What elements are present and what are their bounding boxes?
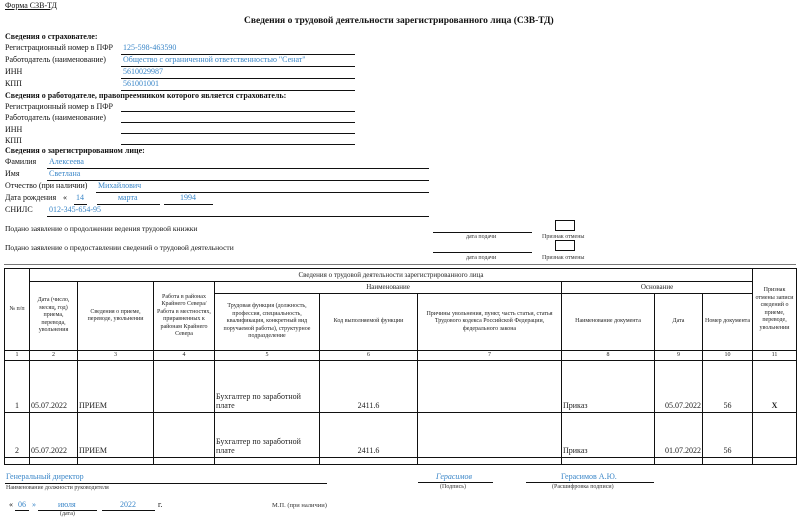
surname-label: Фамилия — [5, 157, 37, 166]
field-underline — [47, 168, 429, 169]
insurer-name-value[interactable]: Общество с ограниченной ответственностью "Сенат" — [123, 55, 306, 64]
col-header-north: Работа в районах Крайнего Севера/Работа в местностях, приравненных к районам Крайнего Севера — [154, 282, 215, 351]
empty-cell — [154, 458, 215, 465]
date-month-value[interactable]: июля — [58, 500, 76, 509]
date-day-value[interactable]: 06 — [18, 500, 26, 509]
page-title: Сведения о трудовой деятельности зарегистрированного лица (СЗВ-ТД) — [244, 16, 554, 26]
col-header-cancel: Признак отмены записи сведений о приеме, переводе, увольнении — [753, 269, 797, 351]
empty-cell — [5, 458, 30, 465]
empty-cell — [753, 458, 797, 465]
row-code[interactable]: 2411.6 — [320, 413, 418, 458]
row-cancel[interactable] — [753, 413, 797, 458]
birth-label: Дата рождения — [5, 193, 57, 202]
birth-quote: « — [63, 193, 67, 202]
col-number: 9 — [655, 351, 703, 361]
predecessor-name-field[interactable] — [121, 122, 355, 123]
col-header-event: Сведения о приеме, переводе, увольнении — [78, 282, 154, 351]
application-2-text: Подано заявление о предоставлении сведений о трудовой деятельности — [5, 243, 234, 252]
predecessor-reg-field[interactable] — [121, 111, 355, 112]
row-north[interactable] — [154, 413, 215, 458]
osnovanie-header: Основание — [562, 282, 753, 294]
insurer-inn-label: ИНН — [5, 67, 23, 76]
insurer-kpp-value[interactable]: 561001001 — [123, 79, 159, 88]
row-number[interactable]: 1 — [5, 361, 30, 413]
row-north[interactable] — [154, 361, 215, 413]
row-event[interactable]: ПРИЕМ — [78, 361, 154, 413]
insurer-heading: Сведения о страхователе: — [5, 32, 98, 41]
date-caption: (дата) — [60, 511, 75, 517]
predecessor-heading: Сведения о работодателе, правопреемником которого является страхователь: — [5, 91, 287, 100]
form-name-link[interactable]: Форма СЗВ-ТД — [5, 1, 57, 10]
manager-position-value[interactable]: Генеральный директор — [6, 472, 84, 481]
empty-cell — [78, 458, 154, 465]
col-number: 3 — [78, 351, 154, 361]
insurer-reg-label: Регистрационный номер в ПФР — [5, 43, 113, 52]
row-reason[interactable] — [418, 361, 562, 413]
row-event[interactable]: ПРИЕМ — [78, 413, 154, 458]
signature-decoding-value[interactable]: Герасимов А.Ю. — [561, 472, 617, 481]
birth-year[interactable]: 1994 — [180, 193, 196, 202]
birth-month[interactable]: марта — [118, 193, 138, 202]
date-year-value[interactable]: 2022 — [120, 500, 136, 509]
manager-position-caption: Наименование должности руководителя — [6, 485, 109, 491]
col-number: 10 — [703, 351, 753, 361]
predecessor-kpp-label: КПП — [5, 136, 22, 145]
row-date[interactable]: 05.07.2022 — [30, 413, 78, 458]
row-doc-date[interactable]: 01.07.2022 — [655, 413, 703, 458]
empty-cell — [30, 458, 78, 465]
group-header: Сведения о трудовой деятельности зарегистрированного лица — [30, 269, 753, 282]
signature-decoding-caption: (Расшифровка подписи) — [552, 484, 614, 490]
row-doc-date[interactable]: 05.07.2022 — [655, 361, 703, 413]
table-row-empty — [5, 458, 797, 465]
col-number: 7 — [418, 351, 562, 361]
name-label: Имя — [5, 169, 20, 178]
col-header-function: Трудовая функция (должность, профессия, специальность, квалификация, конкретный вид поручаемой работы), структурное подразделение — [215, 294, 320, 351]
col-header-code: Код выполняемой функции — [320, 294, 418, 351]
empty-cell — [320, 458, 418, 465]
col-header-reason: Причины увольнения, пункт, часть статьи, статья Трудового кодекса Российской Федерации, федерального закона — [418, 294, 562, 351]
row-date[interactable]: 05.07.2022 — [30, 361, 78, 413]
insurer-kpp-label: КПП — [5, 79, 22, 88]
row-doc-name[interactable]: Приказ — [562, 361, 655, 413]
snils-label: СНИЛС — [5, 205, 33, 214]
col-header-doc-date: Дата — [655, 294, 703, 351]
application-2-cancel-caption: Признак отмены — [542, 255, 585, 261]
date-year-suffix: г. — [158, 500, 163, 509]
field-underline — [15, 510, 29, 511]
row-reason[interactable] — [418, 413, 562, 458]
row-function[interactable]: Бухгалтер по заработной плате — [215, 361, 320, 413]
field-underline — [96, 192, 429, 193]
application-1-cancel-caption: Признак отмены — [542, 234, 585, 240]
col-header-doc-number: Номер документа — [703, 294, 753, 351]
empty-cell — [703, 458, 753, 465]
field-underline — [526, 482, 654, 483]
row-function[interactable]: Бухгалтер по заработной плате — [215, 413, 320, 458]
empty-cell — [562, 458, 655, 465]
field-underline — [47, 216, 429, 217]
empty-cell — [215, 458, 320, 465]
name-value[interactable]: Светлана — [49, 169, 81, 178]
predecessor-inn-field[interactable] — [121, 133, 355, 134]
table-row — [5, 413, 797, 458]
col-header-number: № п/п — [5, 269, 30, 351]
col-number: 11 — [753, 351, 797, 361]
application-1-date-field[interactable] — [433, 232, 532, 233]
insurer-inn-value[interactable]: 5610029987 — [123, 67, 163, 76]
row-cancel[interactable]: X — [753, 361, 797, 413]
surname-value[interactable]: Алексеева — [49, 157, 84, 166]
predecessor-kpp-field[interactable] — [121, 144, 355, 145]
application-2-date-field[interactable] — [433, 252, 532, 253]
col-header-date: Дата (число, месяц, год) приема, перевода, увольнения — [30, 282, 78, 351]
naimenovanie-header: Наименование — [215, 282, 562, 294]
field-underline — [418, 482, 493, 483]
field-underline — [102, 510, 155, 511]
labor-activity-table — [4, 268, 797, 465]
row-doc-number[interactable]: 56 — [703, 413, 753, 458]
signature-value[interactable]: Герасимов — [436, 472, 472, 481]
predecessor-name-label: Работодатель (наименование) — [5, 113, 106, 122]
snils-value[interactable]: 012-345-654-95 — [49, 205, 101, 214]
col-number: 1 — [5, 351, 30, 361]
empty-cell — [655, 458, 703, 465]
col-number: 8 — [562, 351, 655, 361]
field-underline — [97, 204, 160, 205]
patronymic-value[interactable]: Михайлович — [98, 181, 142, 190]
person-heading: Сведения о зарегистрированном лице: — [5, 146, 145, 155]
signature-caption: (Подпись) — [440, 484, 467, 490]
table-row — [5, 361, 797, 413]
patronymic-label: Отчество (при наличии) — [5, 181, 88, 190]
col-number: 2 — [30, 351, 78, 361]
date-quote-close: » — [32, 500, 36, 509]
empty-cell — [418, 458, 562, 465]
insurer-name-label: Работодатель (наименование) — [5, 55, 106, 64]
row-doc-name[interactable]: Приказ — [562, 413, 655, 458]
row-doc-number[interactable]: 56 — [703, 361, 753, 413]
application-2-cancel-checkbox[interactable] — [555, 240, 575, 251]
col-number: 6 — [320, 351, 418, 361]
application-2-date-caption: дата подачи — [466, 255, 497, 261]
col-number: 5 — [215, 351, 320, 361]
stamp-label: М.П. (при наличии) — [272, 502, 327, 509]
field-underline — [5, 483, 327, 484]
predecessor-reg-label: Регистрационный номер в ПФР — [5, 102, 113, 111]
predecessor-inn-label: ИНН — [5, 125, 23, 134]
date-quote-open: « — [9, 500, 13, 509]
section-divider — [4, 264, 796, 265]
application-1-cancel-checkbox[interactable] — [555, 220, 575, 231]
application-1-text: Подано заявление о продолжении ведения трудовой книжки — [5, 224, 198, 233]
field-underline — [164, 204, 213, 205]
birth-day[interactable]: 14 — [76, 193, 84, 202]
application-1-date-caption: дата подачи — [466, 234, 497, 240]
col-number: 4 — [154, 351, 215, 361]
insurer-reg-value[interactable]: 125-598-463590 — [123, 43, 177, 52]
row-number[interactable]: 2 — [5, 413, 30, 458]
col-header-doc-name: Наименование документа — [562, 294, 655, 351]
row-code[interactable]: 2411.6 — [320, 361, 418, 413]
